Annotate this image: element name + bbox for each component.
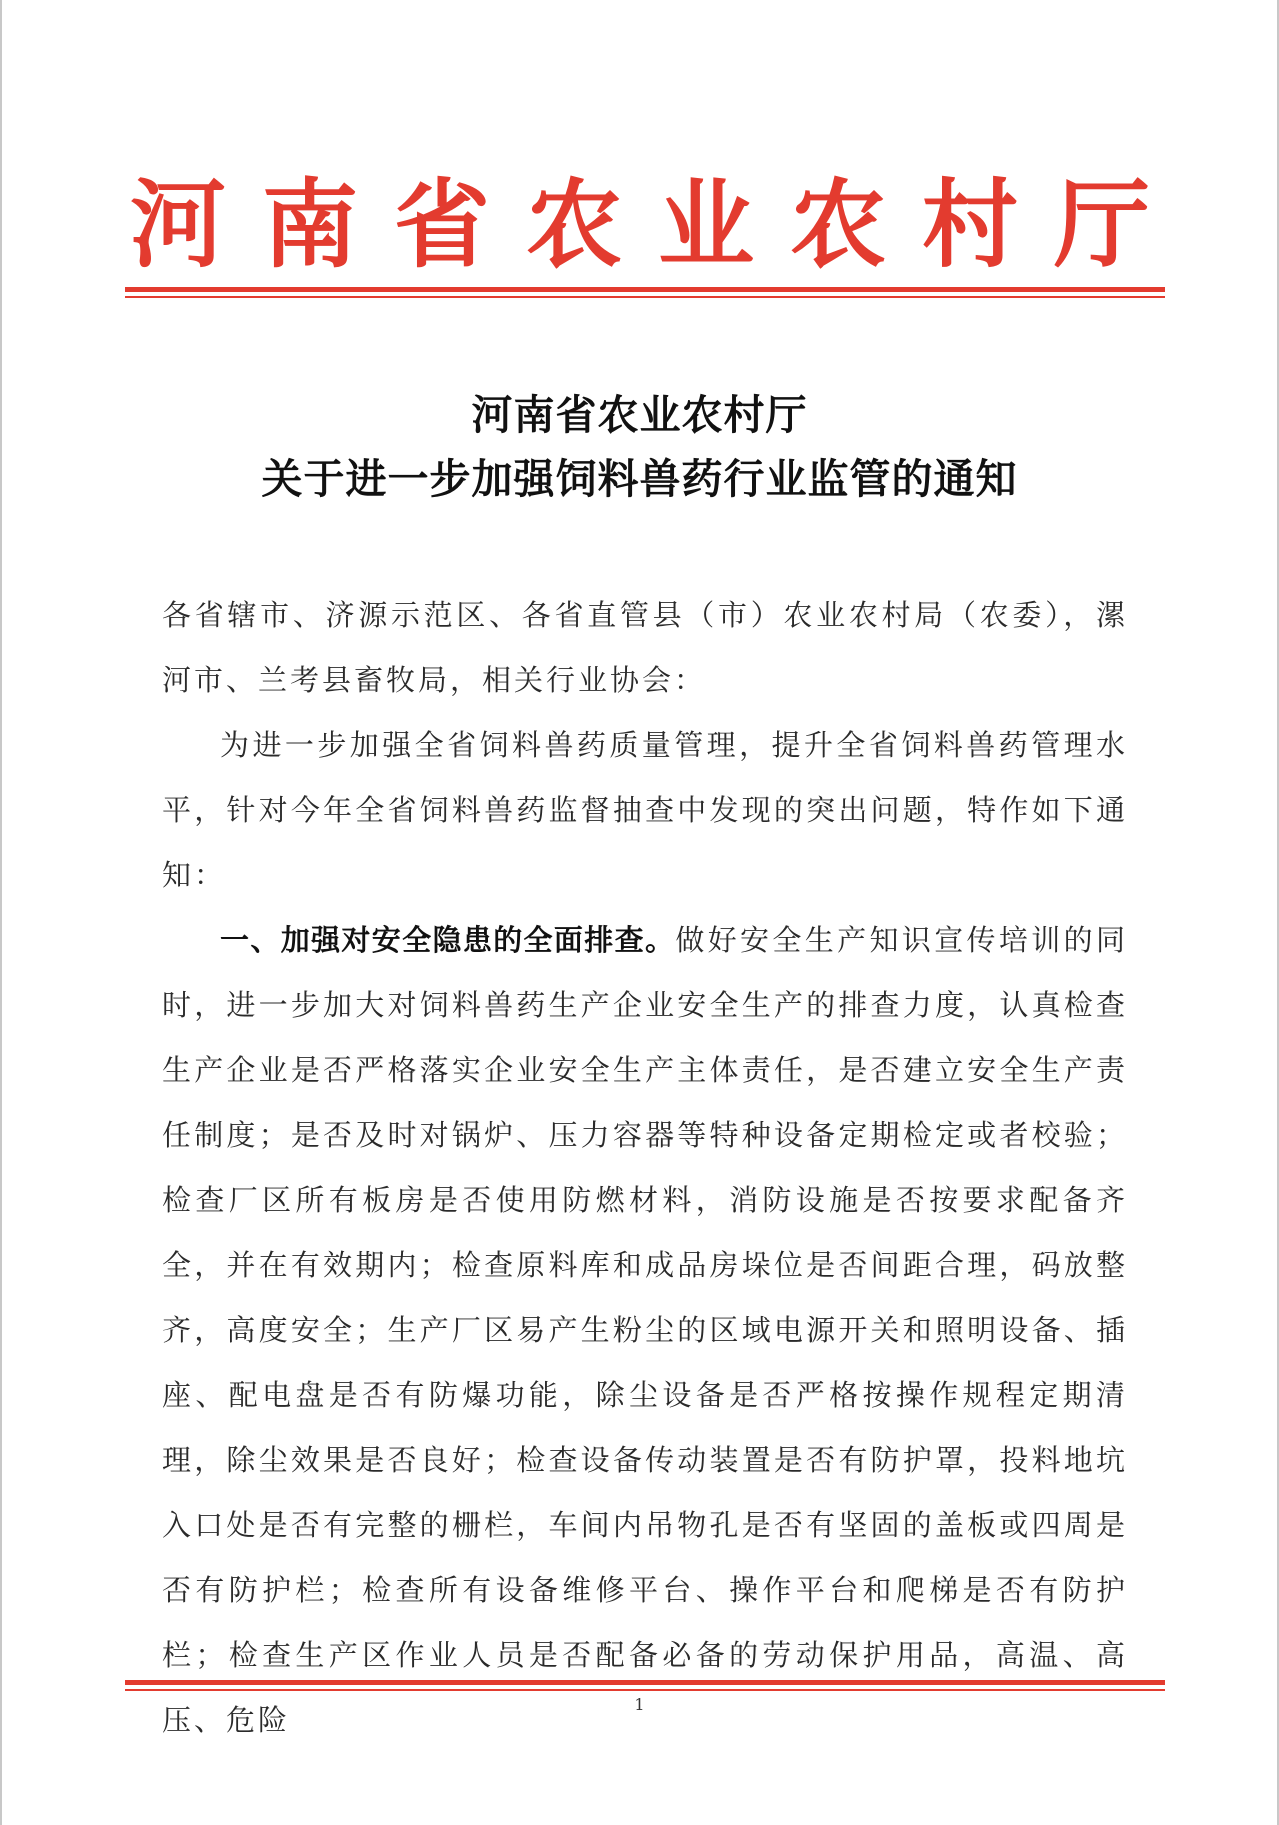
header-rule-thin xyxy=(125,296,1165,298)
header-rule-thick xyxy=(125,287,1165,292)
addressee-paragraph: 各省辖市、济源示范区、各省直管县（市）农业农村局（农委），漯河市、兰考县畜牧局，相关行业协会： xyxy=(162,598,1128,697)
footer-rule-thin xyxy=(125,1689,1165,1691)
masthead xyxy=(130,165,1150,285)
masthead-char: 农 xyxy=(526,168,622,281)
document-body xyxy=(162,583,1128,1753)
masthead-char: 业 xyxy=(658,168,754,281)
masthead-char: 南 xyxy=(262,168,358,281)
document-title-line-1: 河南省农业农村厅 xyxy=(471,391,808,439)
page-number: 1 xyxy=(634,1695,645,1714)
section-1-heading: 一、加强对安全隐患的全面排查。 xyxy=(220,923,676,957)
footer-red-rule xyxy=(125,1680,1165,1691)
document-title-line-2: 关于进一步加强饲料兽药行业监管的通知 xyxy=(261,455,1018,503)
masthead-char: 省 xyxy=(394,168,490,281)
document-title xyxy=(0,383,1279,511)
masthead-char: 村 xyxy=(922,168,1018,281)
footer-rule-thick xyxy=(125,1680,1165,1685)
intro-paragraph: 为进一步加强全省饲料兽药质量管理，提升全省饲料兽药管理水平，针对今年全省饲料兽药监督抽查中发现的突出问题，特作如下通知： xyxy=(162,728,1128,892)
page-edge-left xyxy=(0,0,2,1825)
section-1-text: 做好安全生产知识宣传培训的同时，进一步加大对饲料兽药生产企业安全生产的排查力度，认真检查生产企业是否严格落实企业安全生产主体责任，是否建立安全生产责任制度；是否及时对锅炉、压力容器等特种设备定期检定或者校验；检查厂区所有板房是否使用防燃材料，消防设施是否按要求配备齐全，并在有效期内；检查原料库和成品房垛位是否间距合理，码放整齐，高度安全；生产厂区易产生粉尘的区域电源开关和照明设备、插座、配电盘是否有防爆功能，除尘设备是否严格按操作规程定期清理，除尘效果是否良好；检查设备传动装置是否有防护罩，投料地坑入口处是否有完整的栅栏，车间内吊物孔是否有坚固的盖板或四周是否有防护栏；检查所有设备维修平台、操作平台和爬梯是否有防护栏；检查生产区作业人员是否配备必备的劳动保护用品，高温、高压、危险 xyxy=(162,923,1128,1737)
masthead-char: 农 xyxy=(790,168,886,281)
section-1-paragraph xyxy=(162,908,1128,1753)
masthead-char: 河 xyxy=(130,168,226,281)
header-red-rule xyxy=(125,287,1165,298)
masthead-char: 厅 xyxy=(1054,168,1150,281)
